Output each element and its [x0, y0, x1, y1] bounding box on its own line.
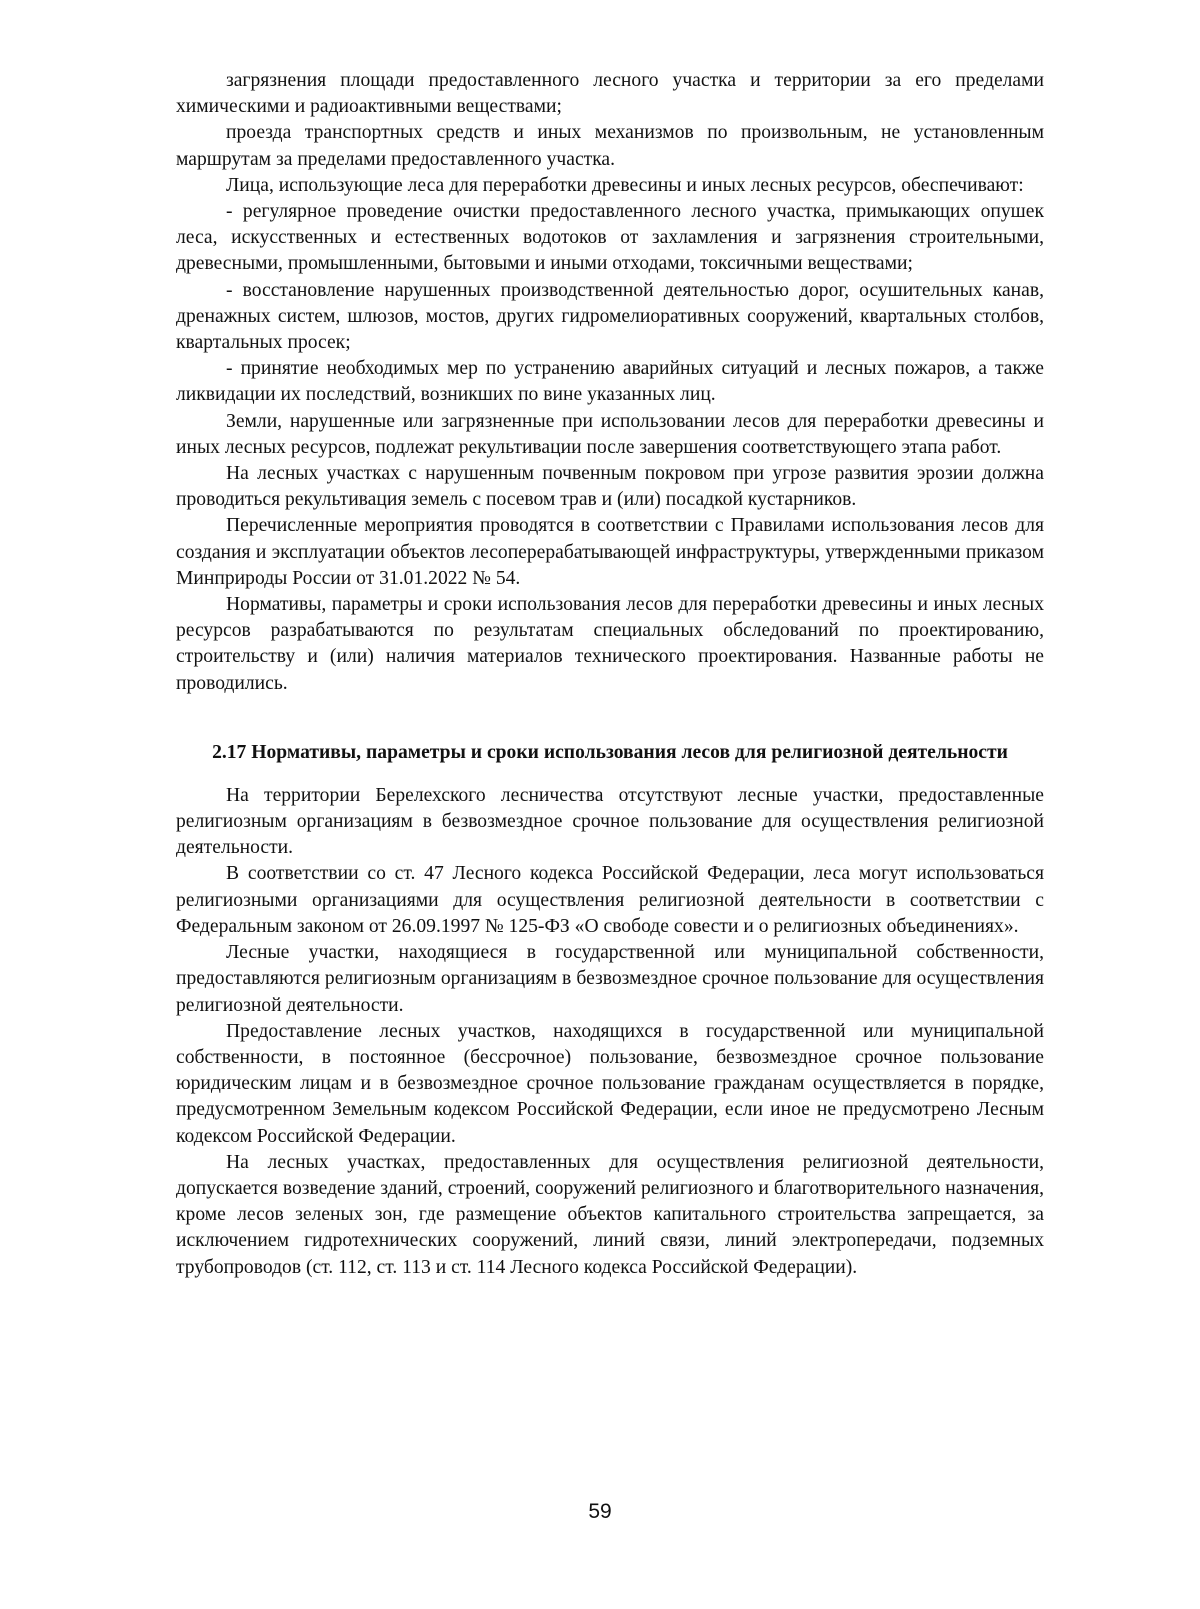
paragraph-vehicle-passage: проезда транспортных средств и иных механизмов по произвольным, не установленным маршрутам за пределами предоставленного участка. — [176, 122, 1044, 170]
paragraph-provision-procedure: Предоставление лесных участков, находящихся в государственной или муниципальной собственности, в постоянное (бессрочное) пользование, безвозмездное срочное пользование юридическим лицам и в безвозмездное срочное пользование гражданам осуществляется в порядке, предусмотренном Земельным кодексом Российской Федерации, если иное не предусмотрено Лесным кодексом Российской Федерации. — [176, 1020, 1044, 1147]
paragraph-plots-provided: Лесные участки, находящиеся в государственной или муниципальной собственности, предоставляются религиозным организациям в безвозмездное срочное пользование для осуществления религиозной деятельности. — [176, 942, 1044, 1016]
list-item-restoration: - восстановление нарушенных производственной деятельностью дорог, осушительных канав, дренажных систем, шлюзов, мостов, других гидромелиоративных сооружений, квартальных столбов, квартальных просек; — [176, 279, 1044, 354]
list-item-cleaning: - регулярное проведение очистки предоставленного лесного участка, примыкающих опушек леса, искусственных и естественных водотоков от захламления и загрязнения строительными, древесными, промышленными, бытовыми и иными отходами, токсичными веществами; — [176, 201, 1044, 275]
page-body — [176, 68, 1044, 1281]
paragraph-no-religious-plots: На территории Берелехского лесничества отсутствуют лесные участки, предоставленные религиозным организациям в безвозмездное срочное пользование для осуществления религиозной деятельности. — [176, 784, 1044, 859]
paragraph-erosion: На лесных участках с нарушенным почвенным покровом при угрозе развития эрозии должна проводиться рекультивация земель с посевом трав и (или) посадкой кустарников. — [176, 463, 1044, 511]
page-number: 59 — [588, 1500, 612, 1523]
paragraph-construction-allowed: На лесных участках, предоставленных для осуществления религиозной деятельности, допускается возведение зданий, строений, сооружений религиозного и благотворительного назначения, кроме лесов зеленых зон, где размещение объектов капитального строительства запрещается, за исключением гидротехнических сооружений, линий связи, линий электропередачи, подземных трубопроводов (ст. 112, ст. 113 и ст. 114 Лесного кодекса Российской Федерации). — [176, 1151, 1044, 1278]
paragraph-norms-processing: Нормативы, параметры и сроки использования лесов для переработки древесины и иных лесных ресурсов разрабатываются по результатам специальных обследований по проектированию, строительству и (или) наличия материалов технического проектирования. Названные работы не проводились. — [176, 594, 1044, 694]
paragraph-recultivation: Земли, нарушенные или загрязненные при использовании лесов для переработки древесины и иных лесных ресурсов, подлежат рекультивации после завершения соответствующего этапа работ. — [176, 410, 1044, 458]
paragraph-obligations-intro: Лица, использующие леса для переработки древесины и иных лесных ресурсов, обеспечивают: — [226, 174, 1024, 196]
paragraph-rules-reference: Перечисленные мероприятия проводятся в соответствии с Правилами использования лесов для создания и эксплуатации объектов лесоперерабатывающей инфраструктуры, утвержденными приказом Минприроды России от 31.01.2022 № 54. — [176, 515, 1044, 589]
paragraph-pollution: загрязнения площади предоставленного лесного участка и территории за его пределами химическими и радиоактивными веществами; — [176, 70, 1044, 118]
section-heading-2-17: 2.17 Нормативы, параметры и сроки использования лесов для религиозной деятельности — [212, 741, 1008, 763]
paragraph-article-47: В соответствии со ст. 47 Лесного кодекса Российской Федерации, леса могут использоваться религиозными организациями для осуществления религиозной деятельности в соответствии с Федеральным законом от 26.09.1997 № 125-ФЗ «О свободе совести и о религиозных объединениях». — [176, 863, 1044, 937]
list-item-emergency-measures: - принятие необходимых мер по устранению аварийных ситуаций и лесных пожаров, а также ликвидации их последствий, возникших по вине указанных лиц. — [176, 358, 1044, 406]
